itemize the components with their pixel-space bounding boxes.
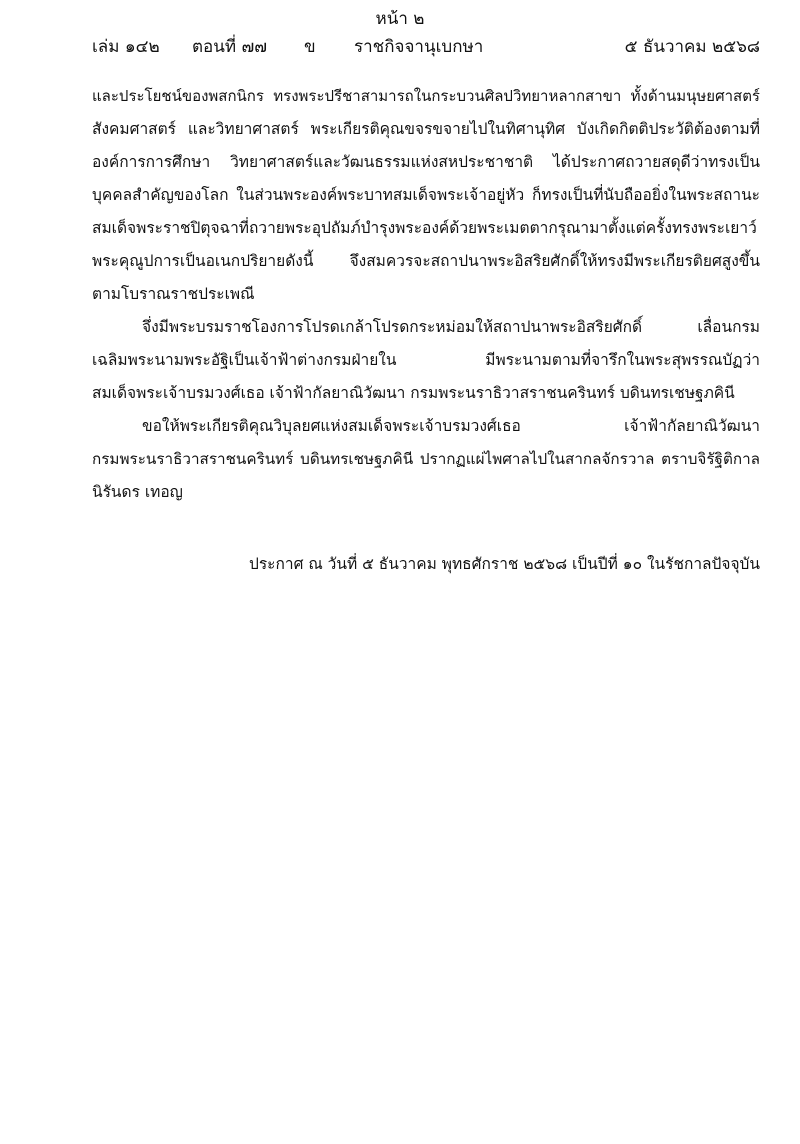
text-line: จึ่งมีพระบรมราชโองการโปรดเกล้าโปรดกระหม่อมให้สถาปนาพระอิสริยศักดิ์ เลื่อนกรม	[142, 318, 760, 336]
gazette-header	[92, 34, 760, 60]
text-line: ตามโบราณราชประเพณี	[92, 285, 255, 303]
text-line: พระคุณูปการเป็นอเนกปริยายดังนี้ จึงสมควรจะสถาปนาพระอิสริยศักดิ์ให้ทรงมีพระเกียรติยศสูงขึ้น	[92, 252, 760, 270]
issue-number: ตอนที่ ๗๗	[192, 37, 268, 57]
text-line: บุคคลสำคัญของโลก ในส่วนพระองค์พระบาทสมเด็จพระเจ้าอยู่หัว ก็ทรงเป็นที่นับถืออยิ่งในพระสถานะ	[92, 186, 760, 204]
text-line: สังคมศาสตร์ และวิทยาศาสตร์ พระเกียรติคุณขจรขจายไปในทิศานุทิศ บังเกิดกิตติประวัติต้องตามที่	[92, 120, 760, 138]
paragraph-1	[92, 80, 760, 311]
gazette-title: ราชกิจจานุเบกษา	[354, 37, 484, 57]
volume-number: เล่ม ๑๔๒	[92, 37, 160, 57]
page-number: หน้า ๒	[375, 9, 425, 29]
text-line: เฉลิมพระนามพระอัฐิเป็นเจ้าฟ้าต่างกรมฝ่ายใน มีพระนามตามที่จารึกในพระสุพรรณบัฏว่า	[92, 351, 760, 369]
section-letter: ข	[304, 37, 316, 57]
text-line: ขอให้พระเกียรติคุณวิบุลยศแห่งสมเด็จพระเจ้าบรมวงศ์เธอ เจ้าฟ้ากัลยาณิวัฒนา	[142, 417, 760, 435]
issue-date: ๕ ธันวาคม ๒๕๖๘	[624, 37, 760, 57]
text-line: กรมพระนราธิวาสราชนครินทร์ บดินทรเชษฐภคินี ปรากฏแผ่ไพศาลไปในสากลจักรวาล ตราบจิรัฐิติกาล	[92, 450, 760, 468]
proclamation-date: ประกาศ ณ วันที่ ๕ ธันวาคม พุทธศักราช ๒๕๖๘ เป็นปีที่ ๑๐ ในรัชกาลปัจจุบัน	[249, 555, 760, 573]
text-line: สมเด็จพระราชปิตุจฉาที่ถวายพระอุปถัมภ์บำรุงพระองค์ด้วยพระเมตตากรุณามาตั้งแต่ครั้งทรงพระเยาว์	[92, 219, 757, 237]
paragraph-3	[92, 410, 760, 509]
text-line: นิรันดร เทอญ	[92, 483, 183, 501]
announcement-body	[92, 80, 760, 509]
text-line: องค์การการศึกษา วิทยาศาสตร์และวัฒนธรรมแห่งสหประชาชาติ ได้ประกาศถวายสดุดีว่าทรงเป็น	[92, 153, 760, 171]
text-line: และประโยชน์ของพสกนิกร ทรงพระปรีชาสามารถในกระบวนศิลปวิทยาหลากสาขา ทั้งด้านมนุษยศาสตร์	[92, 87, 760, 105]
text-line: สมเด็จพระเจ้าบรมวงศ์เธอ เจ้าฟ้ากัลยาณิวัฒนา กรมพระนราธิวาสราชนครินทร์ บดินทรเชษฐภคินี	[92, 384, 735, 402]
paragraph-2	[92, 311, 760, 410]
